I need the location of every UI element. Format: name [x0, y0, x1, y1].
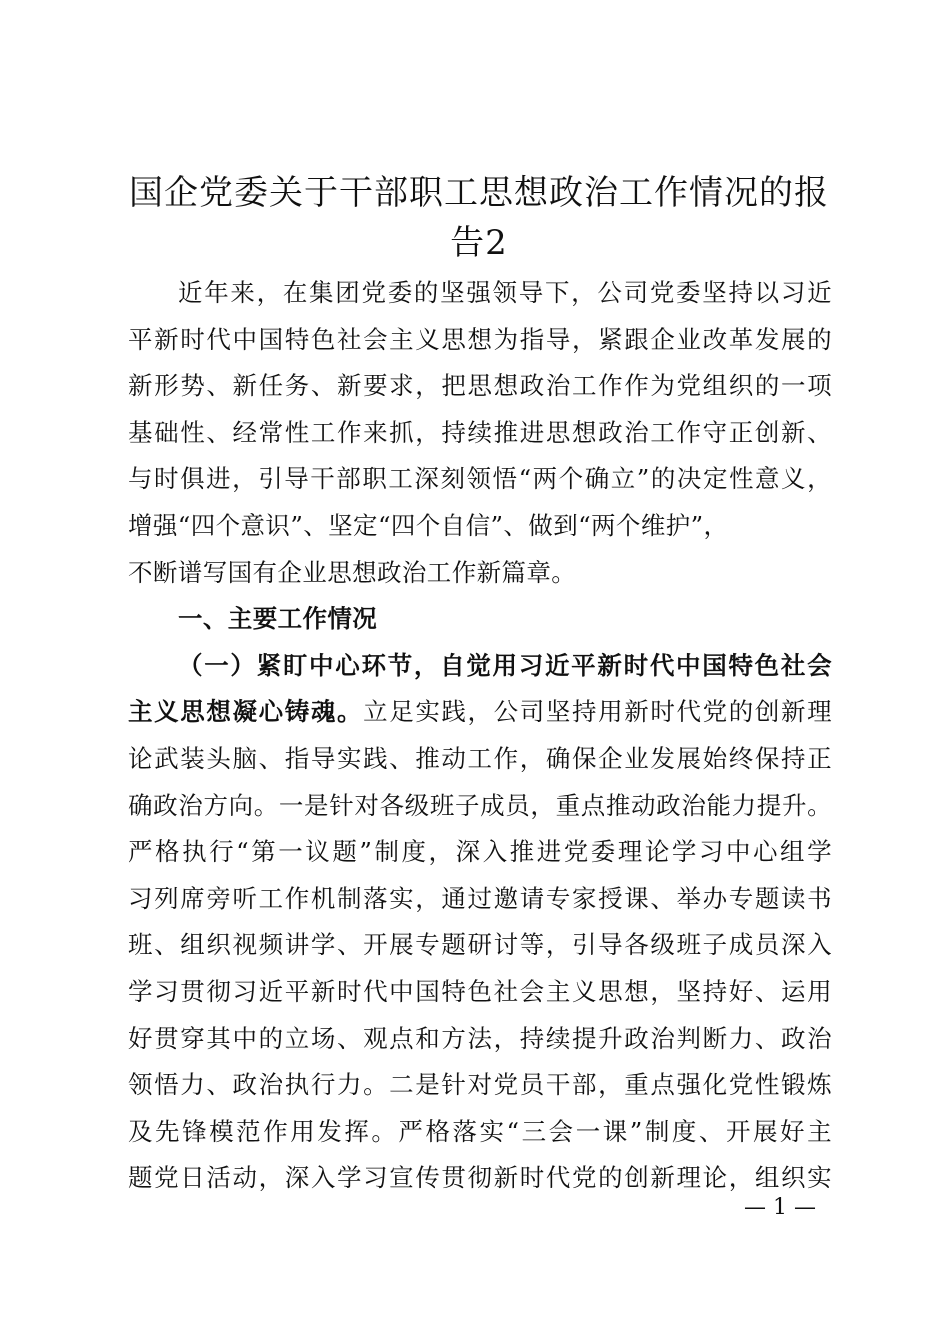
intro-line: 与时俱进，引导干部职工深刻领悟“两个确立”的决定性意义，	[128, 464, 832, 494]
paragraph-line: 领悟力、政治执行力。二是针对党员干部，重点强化党性锻炼	[128, 1070, 832, 1100]
paragraph-line: 确政治方向。一是针对各级班子成员，重点推动政治能力提升。	[128, 790, 832, 820]
paragraph-line: 严格执行“第一议题”制度，深入推进党委理论学习中心组学	[128, 837, 832, 867]
paragraph-line: 学习贯彻习近平新时代中国特色社会主义思想，坚持好、运用	[128, 976, 832, 1006]
paragraph-line: 习列席旁听工作机制落实，通过邀请专家授课、举办专题读书	[128, 883, 832, 913]
paragraph-line: 班、组织视频讲学、开展专题研讨等，引导各级班子成员深入	[128, 930, 832, 960]
paragraph-line: 及先锋模范作用发挥。严格落实“三会一课”制度、开展好主	[128, 1116, 832, 1146]
intro-line: 基础性、经常性工作来抓，持续推进思想政治工作守正创新、	[128, 417, 832, 447]
intro-line: 不断谱写国有企业思想政治工作新篇章。	[128, 557, 577, 587]
paragraph-line: 好贯穿其中的立场、观点和方法，持续提升政治判断力、政治	[128, 1023, 832, 1053]
intro-line: 近年来，在集团党委的坚强领导下，公司党委坚持以习近	[178, 278, 832, 307]
page-number: — 1 —	[744, 1195, 816, 1220]
subsection-heading: （一）紧盯中心环节，自觉用习近平新时代中国特色社会	[178, 650, 832, 680]
title-line-2: 告2	[450, 223, 508, 263]
intro-line: 新形势、新任务、新要求，把思想政治工作作为党组织的一项	[128, 371, 832, 401]
intro-line: 平新时代中国特色社会主义思想为指导，紧跟企业改革发展的	[128, 324, 832, 354]
subsection-heading-tail: 主义思想凝心铸魂。	[128, 697, 364, 727]
paragraph-line: 论武装头脑、指导实践、推动工作，确保企业发展始终保持正	[128, 743, 832, 773]
title-line-1: 国企党委关于干部职工思想政治工作情况的报	[129, 173, 829, 213]
section-heading: 一、主要工作情况	[178, 604, 378, 634]
paragraph-line	[128, 689, 832, 736]
document-title	[128, 168, 830, 268]
paragraph-text: 立足实践，公司坚持用新时代党的创新理	[363, 697, 832, 727]
paragraph-line: 题党日活动，深入学习宣传贯彻新时代党的创新理论，组织实	[128, 1163, 832, 1193]
intro-line: 增强“四个意识”、坚定“四个自信”、做到“两个维护”，	[128, 510, 729, 540]
document-body	[128, 270, 832, 1202]
